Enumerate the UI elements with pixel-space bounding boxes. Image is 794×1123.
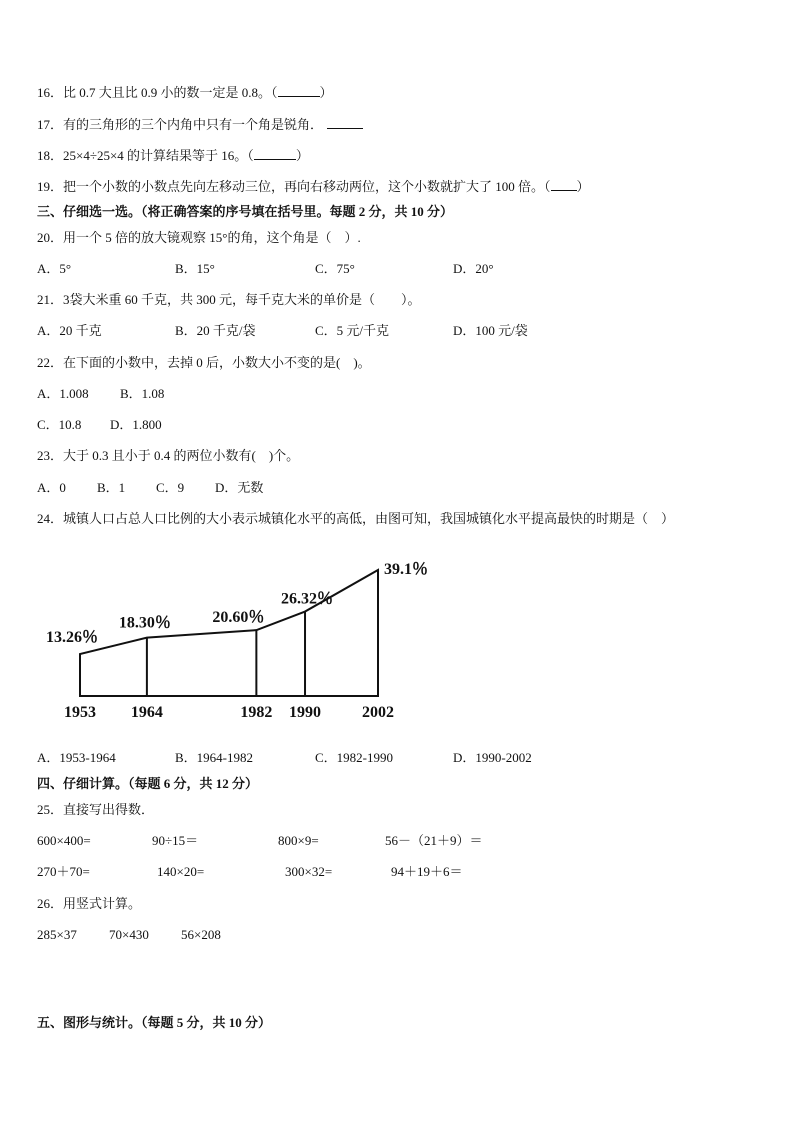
option-20-b[interactable]: B．15° (175, 261, 215, 276)
section-5-heading: 五、图形与统计。（每题 5 分，共 10 分） (37, 1015, 272, 1030)
option-23-a[interactable]: A．0 (37, 480, 66, 495)
question-18 (37, 147, 309, 164)
question-19 (37, 178, 590, 195)
question-19-text: 19．把一个小数的小数点先向左移动三位，再向右移动两位，这个小数就扩大了 100 倍。（ (37, 179, 551, 194)
calc-item: 600×400= (37, 833, 91, 848)
answer-blank-16[interactable] (278, 84, 320, 97)
option-23-d[interactable]: D．无数 (215, 480, 264, 495)
answer-blank-17[interactable] (327, 116, 363, 129)
value-label: 39.1％ (384, 561, 429, 578)
vertical-calc-item: 70×430 (109, 927, 149, 942)
option-21-b[interactable]: B．20 千克/袋 (175, 323, 256, 338)
year-label: 1990 (289, 704, 322, 721)
question-18-text: 18．25×4÷25×4 的计算结果等于 16。（ (37, 148, 254, 163)
answer-blank-18[interactable] (254, 147, 296, 160)
option-21-a[interactable]: A．20 千克 (37, 323, 102, 338)
answer-blank-19[interactable] (551, 178, 577, 191)
section-3-heading: 三、仔细选一选。（将正确答案的序号填在括号里。每题 2 分，共 10 分） (37, 204, 454, 219)
option-23-b[interactable]: B．1 (97, 480, 126, 495)
question-20: 20．用一个 5 倍的放大镜观察 15°的角，这个角是（ ）. (37, 230, 361, 245)
section-4-heading: 四、仔细计算。（每题 6 分，共 12 分） (37, 776, 259, 791)
calc-item: 800×9= (278, 833, 319, 848)
option-21-d[interactable]: D．100 元/袋 (453, 323, 528, 338)
calc-item: 140×20= (157, 864, 205, 879)
option-23-c[interactable]: C．9 (156, 480, 185, 495)
year-label: 1982 (240, 704, 273, 721)
question-16-tail: ） (319, 85, 333, 100)
calc-item: 270＋70= (37, 864, 90, 879)
value-label: 26.32％ (281, 590, 334, 608)
question-18-tail: ） (295, 148, 309, 163)
question-22: 22．在下面的小数中，去掉 0 后，小数大小不变的是( )。 (37, 355, 371, 370)
option-22-d[interactable]: D．1.800 (110, 417, 162, 432)
option-24-d[interactable]: D．1990-2002 (453, 750, 532, 765)
value-label: 13.26％ (46, 629, 99, 646)
value-label: 18.30％ (118, 614, 171, 632)
question-17 (37, 116, 363, 133)
chart-area-shape (80, 570, 378, 696)
option-20-a[interactable]: A．5° (37, 261, 72, 276)
calc-item: 300×32= (285, 864, 333, 879)
option-24-a[interactable]: A．1953-1964 (37, 750, 116, 765)
area-outline (80, 570, 378, 696)
question-24: 24．城镇人口占总人口比例的大小表示城镇化水平的高低，由图可知，我国城镇化水平提高最快的时期是（ ） (37, 511, 675, 526)
question-16-text: 16．比 0.7 大且比 0.9 小的数一定是 0.8。（ (37, 85, 278, 100)
calc-item: 90÷15＝ (152, 833, 199, 848)
calc-item: 56－（21＋9）＝ (385, 833, 483, 848)
year-label: 2002 (362, 704, 394, 721)
option-22-b[interactable]: B．1.08 (120, 386, 165, 401)
question-19-tail: ） (576, 179, 590, 194)
calc-item: 94＋19＋6＝ (391, 864, 463, 879)
question-26: 26．用竖式计算。 (37, 896, 142, 911)
option-22-c[interactable]: C．10.8 (37, 417, 82, 432)
option-22-a[interactable]: A．1.008 (37, 386, 89, 401)
vertical-calc-item: 56×208 (181, 927, 221, 942)
option-20-c[interactable]: C．75° (315, 261, 355, 276)
option-21-c[interactable]: C．5 元/千克 (315, 323, 390, 338)
value-label: 20.60％ (212, 609, 265, 627)
year-label: 1964 (130, 704, 163, 721)
option-20-d[interactable]: D．20° (453, 261, 494, 276)
vertical-calc-item: 285×37 (37, 927, 77, 942)
question-16 (37, 84, 333, 101)
option-24-b[interactable]: B．1964-1982 (175, 750, 254, 765)
urbanization-chart (30, 550, 450, 728)
question-17-text: 17．有的三角形的三个内角中只有一个角是锐角． (37, 117, 324, 132)
year-label: 1953 (64, 704, 96, 721)
question-25: 25．直接写出得数． (37, 802, 155, 817)
option-24-c[interactable]: C．1982-1990 (315, 750, 394, 765)
question-21: 21．3袋大米重 60 千克，共 300 元，每千克大米的单价是（ ）。 (37, 292, 421, 307)
question-23: 23．大于 0.3 且小于 0.4 的两位小数有( )个。 (37, 448, 300, 463)
